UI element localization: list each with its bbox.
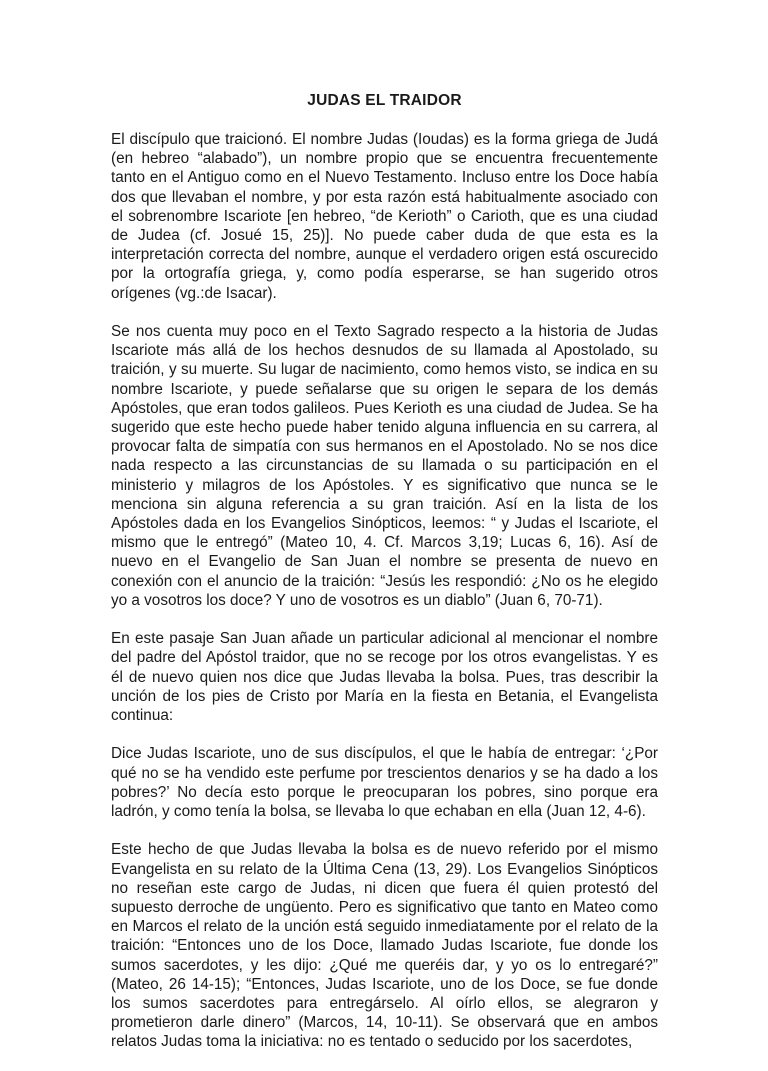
document-page: [111, 91, 658, 1071]
document-title: JUDAS EL TRAIDOR: [307, 92, 462, 109]
paragraph: En este pasaje San Juan añade un particular adicional al mencionar el nombre del padre del Apóstol traidor, que no se recoge por los otros evangelistas. Y es él de nuevo quien nos dice que Judas llevaba la bolsa. Pues, tras describir la unción de los pies de Cristo por María en la fiesta en Betania, el Evangelista continua:: [111, 630, 658, 725]
paragraph: El discípulo que traicionó. El nombre Judas (Ioudas) es la forma griega de Judá (en hebreo “alabado”), un nombre propio que se encuentra frecuentemente tanto en el Antiguo como en el Nuevo Testamento. Incluso entre los Doce había dos que llevaban el nombre, y por esta razón está habitualmente asociado con el sobrenombre Iscariote [en hebreo, “de Kerioth” o Carioth, que es una ciudad de Judea (cf. Josué 15, 25)]. No puede caber duda de que esta es la interpretación correcta del nombre, aunque el verdadero origen está oscurecido por la ortografía griega, y, como podía esperarse, se han sugerido otros orígenes (vg.:de Isacar).: [111, 131, 658, 302]
paragraph: Este hecho de que Judas llevaba la bolsa es de nuevo referido por el mismo Evangelista en su relato de la Última Cena (13, 29). Los Evangelios Sinópticos no reseñan este cargo de Judas, ni dicen que fuera él quien protestó del supuesto derroche de ungüento. Pero es significativo que tanto en Mateo como en Marcos el relato de la unción está seguido inmediatamente por el relato de la traición: “Entonces uno de los Doce, llamado Judas Iscariote, fue donde los sumos sacerdotes, y les dijo: ¿Qué me queréis dar, y yo os lo entregaré?” (Mateo, 26 14-15); “Entonces, Judas Iscariote, uno de los Doce, se fue donde los sumos sacerdotes para entregárselo. Al oírlo ellos, se alegraron y prometieron darle dinero” (Marcos, 14, 10-11). Se observará que en ambos relatos Judas toma la iniciativa: no es tentado o seducido por los sacerdotes,: [111, 841, 658, 1051]
paragraph: Dice Judas Iscariote, uno de sus discípulos, el que le había de entregar: ‘¿Por qué no se ha vendido este perfume por trescientos denarios y se ha dado a los pobres?’ No decía esto porque le preocuparan los pobres, sino porque era ladrón, y como tenía la bolsa, se llevaba lo que echaban en ella (Juan 12, 4-6).: [111, 745, 658, 821]
paragraph: Se nos cuenta muy poco en el Texto Sagrado respecto a la historia de Judas Iscariote más allá de los hechos desnudos de su llamada al Apostolado, su traición, y su muerte. Su lugar de nacimiento, como hemos visto, se indica en su nombre Iscariote, y puede señalarse que su origen le separa de los demás Apóstoles, que eran todos galileos. Pues Kerioth es una ciudad de Judea. Se ha sugerido que este hecho puede haber tenido alguna influencia en su carrera, al provocar falta de simpatía con sus hermanos en el Apostolado. No se nos dice nada respecto a las circunstancias de su llamada o su participación en el ministerio y milagros de los Apóstoles. Y es significativo que nunca se le menciona sin alguna referencia a su gran traición. Así en la lista de los Apóstoles dada en los Evangelios Sinópticos, leemos: “ y Judas el Iscariote, el mismo que le entregó” (Mateo 10, 4. Cf. Marcos 3,19; Lucas 6, 16). Así de nuevo en el Evangelio de San Juan el nombre se presenta de nuevo en conexión con el anuncio de la traición: “Jesús les respondió: ¿No os he elegido yo a vosotros los doce? Y uno de vosotros es un diablo” (Juan 6, 70-71).: [111, 323, 658, 609]
